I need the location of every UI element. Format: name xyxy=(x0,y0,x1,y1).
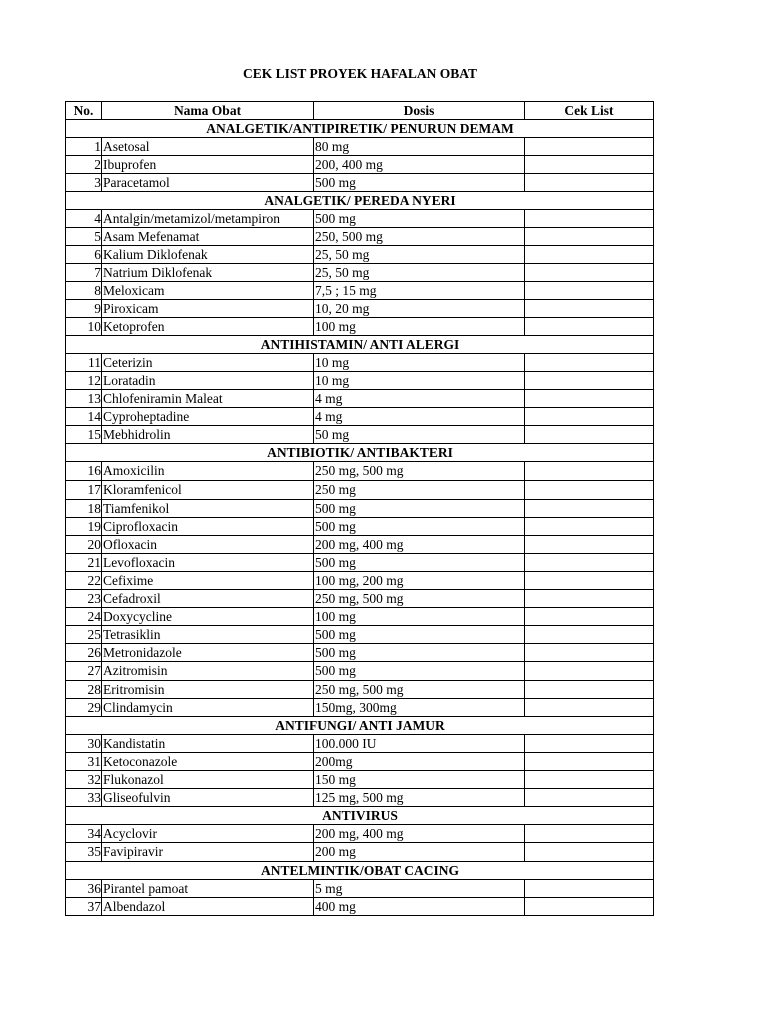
table-row xyxy=(66,174,654,192)
header-name: Nama Obat xyxy=(102,102,314,120)
medicine-name: Acyclovir xyxy=(102,825,314,843)
table-row xyxy=(66,825,654,843)
checklist-cell[interactable] xyxy=(525,264,654,282)
medicine-dose: 250 mg, 500 mg xyxy=(314,590,525,608)
medicine-name: Ibuprofen xyxy=(102,156,314,174)
medicine-dose: 250 mg, 500 mg xyxy=(314,681,525,699)
medicine-name: Eritromisin xyxy=(102,681,314,699)
checklist-cell[interactable] xyxy=(525,246,654,264)
section-title: ANALGETIK/ANTIPIRETIK/ PENURUN DEMAM xyxy=(66,120,654,138)
table-row xyxy=(66,554,654,572)
checklist-cell[interactable] xyxy=(525,536,654,554)
medicine-dose: 25, 50 mg xyxy=(314,264,525,282)
header-dose: Dosis xyxy=(314,102,525,120)
row-number: 24 xyxy=(66,608,102,626)
medicine-dose: 500 mg xyxy=(314,174,525,192)
medicine-name: Paracetamol xyxy=(102,174,314,192)
table-row xyxy=(66,246,654,264)
row-number: 12 xyxy=(66,372,102,390)
medicine-name: Albendazol xyxy=(102,898,314,916)
checklist-cell[interactable] xyxy=(525,590,654,608)
table-row xyxy=(66,681,654,699)
checklist-cell[interactable] xyxy=(525,426,654,444)
header-check: Cek List xyxy=(525,102,654,120)
row-number: 26 xyxy=(66,644,102,662)
medicine-name: Ketoconazole xyxy=(102,753,314,771)
section-title: ANTIHISTAMIN/ ANTI ALERGI xyxy=(66,336,654,354)
section-row xyxy=(66,807,654,825)
medicine-checklist-table xyxy=(65,101,654,916)
medicine-name: Antalgin/metamizol/metampiron xyxy=(102,210,314,228)
row-number: 20 xyxy=(66,536,102,554)
medicine-dose: 100.000 IU xyxy=(314,735,525,753)
row-number: 8 xyxy=(66,282,102,300)
table-body xyxy=(66,120,654,916)
medicine-name: Mebhidrolin xyxy=(102,426,314,444)
medicine-name: Levofloxacin xyxy=(102,554,314,572)
medicine-name: Favipiravir xyxy=(102,843,314,862)
medicine-dose: 4 mg xyxy=(314,390,525,408)
table-row xyxy=(66,228,654,246)
table-row xyxy=(66,608,654,626)
checklist-cell[interactable] xyxy=(525,843,654,862)
medicine-dose: 10 mg xyxy=(314,372,525,390)
medicine-name: Ofloxacin xyxy=(102,536,314,554)
table-row xyxy=(66,210,654,228)
checklist-cell[interactable] xyxy=(525,462,654,481)
table-row xyxy=(66,662,654,681)
medicine-name: Asetosal xyxy=(102,138,314,156)
row-number: 37 xyxy=(66,898,102,916)
medicine-name: Meloxicam xyxy=(102,282,314,300)
checklist-cell[interactable] xyxy=(525,771,654,789)
medicine-dose: 150 mg xyxy=(314,771,525,789)
row-number: 29 xyxy=(66,699,102,717)
checklist-cell[interactable] xyxy=(525,481,654,500)
checklist-cell[interactable] xyxy=(525,228,654,246)
table-row xyxy=(66,481,654,500)
table-row xyxy=(66,735,654,753)
section-title: ANTIFUNGI/ ANTI JAMUR xyxy=(66,717,654,735)
medicine-dose: 500 mg xyxy=(314,210,525,228)
checklist-cell[interactable] xyxy=(525,825,654,843)
checklist-cell[interactable] xyxy=(525,390,654,408)
checklist-cell[interactable] xyxy=(525,518,654,536)
table-row xyxy=(66,536,654,554)
checklist-cell[interactable] xyxy=(525,898,654,916)
checklist-cell[interactable] xyxy=(525,300,654,318)
table-row xyxy=(66,843,654,862)
checklist-cell[interactable] xyxy=(525,500,654,518)
medicine-dose: 200 mg, 400 mg xyxy=(314,825,525,843)
row-number: 25 xyxy=(66,626,102,644)
table-row xyxy=(66,699,654,717)
checklist-cell[interactable] xyxy=(525,644,654,662)
medicine-dose: 200mg xyxy=(314,753,525,771)
medicine-dose: 100 mg xyxy=(314,318,525,336)
section-row xyxy=(66,444,654,462)
row-number: 5 xyxy=(66,228,102,246)
medicine-name: Kalium Diklofenak xyxy=(102,246,314,264)
section-title: ANTELMINTIK/OBAT CACING xyxy=(66,862,654,880)
row-number: 36 xyxy=(66,880,102,898)
table-row xyxy=(66,264,654,282)
checklist-cell[interactable] xyxy=(525,608,654,626)
medicine-dose: 10, 20 mg xyxy=(314,300,525,318)
table-row xyxy=(66,789,654,807)
checklist-cell[interactable] xyxy=(525,753,654,771)
medicine-dose: 10 mg xyxy=(314,354,525,372)
row-number: 2 xyxy=(66,156,102,174)
table-row xyxy=(66,282,654,300)
medicine-name: Tetrasiklin xyxy=(102,626,314,644)
section-row xyxy=(66,120,654,138)
checklist-cell[interactable] xyxy=(525,554,654,572)
medicine-name: Clindamycin xyxy=(102,699,314,717)
table-row xyxy=(66,408,654,426)
medicine-dose: 80 mg xyxy=(314,138,525,156)
medicine-name: Piroxicam xyxy=(102,300,314,318)
checklist-cell[interactable] xyxy=(525,408,654,426)
medicine-dose: 200, 400 mg xyxy=(314,156,525,174)
medicine-name: Metronidazole xyxy=(102,644,314,662)
medicine-name: Chlofeniramin Maleat xyxy=(102,390,314,408)
row-number: 30 xyxy=(66,735,102,753)
checklist-cell[interactable] xyxy=(525,282,654,300)
medicine-dose: 125 mg, 500 mg xyxy=(314,789,525,807)
section-title: ANALGETIK/ PEREDA NYERI xyxy=(66,192,654,210)
medicine-dose: 500 mg xyxy=(314,554,525,572)
medicine-dose: 500 mg xyxy=(314,644,525,662)
medicine-dose: 25, 50 mg xyxy=(314,246,525,264)
checklist-cell[interactable] xyxy=(525,372,654,390)
table-row xyxy=(66,354,654,372)
medicine-dose: 400 mg xyxy=(314,898,525,916)
table-row xyxy=(66,426,654,444)
table-row xyxy=(66,626,654,644)
checklist-cell[interactable] xyxy=(525,572,654,590)
row-number: 11 xyxy=(66,354,102,372)
table-header-row xyxy=(66,102,654,120)
table-row xyxy=(66,300,654,318)
medicine-name: Gliseofulvin xyxy=(102,789,314,807)
medicine-name: Ketoprofen xyxy=(102,318,314,336)
medicine-dose: 500 mg xyxy=(314,662,525,681)
row-number: 16 xyxy=(66,462,102,481)
checklist-cell[interactable] xyxy=(525,138,654,156)
row-number: 27 xyxy=(66,662,102,681)
medicine-dose: 250 mg, 500 mg xyxy=(314,462,525,481)
checklist-cell[interactable] xyxy=(525,662,654,681)
checklist-cell[interactable] xyxy=(525,210,654,228)
row-number: 7 xyxy=(66,264,102,282)
table-row xyxy=(66,138,654,156)
medicine-name: Asam Mefenamat xyxy=(102,228,314,246)
row-number: 31 xyxy=(66,753,102,771)
medicine-name: Ciprofloxacin xyxy=(102,518,314,536)
medicine-dose: 5 mg xyxy=(314,880,525,898)
medicine-dose: 50 mg xyxy=(314,426,525,444)
table-row xyxy=(66,644,654,662)
medicine-dose: 250 mg xyxy=(314,481,525,500)
table-row xyxy=(66,462,654,481)
table-row xyxy=(66,390,654,408)
medicine-name: Azitromisin xyxy=(102,662,314,681)
medicine-name: Cefixime xyxy=(102,572,314,590)
medicine-dose: 150mg, 300mg xyxy=(314,699,525,717)
row-number: 23 xyxy=(66,590,102,608)
row-number: 32 xyxy=(66,771,102,789)
row-number: 28 xyxy=(66,681,102,699)
row-number: 4 xyxy=(66,210,102,228)
row-number: 3 xyxy=(66,174,102,192)
medicine-dose: 100 mg, 200 mg xyxy=(314,572,525,590)
row-number: 19 xyxy=(66,518,102,536)
row-number: 33 xyxy=(66,789,102,807)
checklist-cell[interactable] xyxy=(525,699,654,717)
row-number: 1 xyxy=(66,138,102,156)
table-row xyxy=(66,372,654,390)
checklist-cell[interactable] xyxy=(525,156,654,174)
medicine-name: Cyproheptadine xyxy=(102,408,314,426)
medicine-dose: 200 mg xyxy=(314,843,525,862)
medicine-dose: 7,5 ; 15 mg xyxy=(314,282,525,300)
medicine-name: Doxycycline xyxy=(102,608,314,626)
medicine-name: Loratadin xyxy=(102,372,314,390)
checklist-cell[interactable] xyxy=(525,880,654,898)
medicine-name: Natrium Diklofenak xyxy=(102,264,314,282)
section-title: ANTIVIRUS xyxy=(66,807,654,825)
table-row xyxy=(66,318,654,336)
table-row xyxy=(66,771,654,789)
checklist-cell[interactable] xyxy=(525,681,654,699)
medicine-dose: 500 mg xyxy=(314,500,525,518)
row-number: 17 xyxy=(66,481,102,500)
row-number: 14 xyxy=(66,408,102,426)
checklist-cell[interactable] xyxy=(525,626,654,644)
row-number: 9 xyxy=(66,300,102,318)
table-row xyxy=(66,500,654,518)
medicine-name: Tiamfenikol xyxy=(102,500,314,518)
medicine-dose: 500 mg xyxy=(314,626,525,644)
section-row xyxy=(66,862,654,880)
row-number: 13 xyxy=(66,390,102,408)
row-number: 34 xyxy=(66,825,102,843)
table-row xyxy=(66,898,654,916)
medicine-name: Ceterizin xyxy=(102,354,314,372)
medicine-name: Cefadroxil xyxy=(102,590,314,608)
document-title: CEK LIST PROYEK HAFALAN OBAT xyxy=(242,66,478,81)
section-row xyxy=(66,717,654,735)
row-number: 22 xyxy=(66,572,102,590)
medicine-name: Pirantel pamoat xyxy=(102,880,314,898)
medicine-name: Kandistatin xyxy=(102,735,314,753)
row-number: 18 xyxy=(66,500,102,518)
row-number: 15 xyxy=(66,426,102,444)
table-row xyxy=(66,880,654,898)
checklist-cell[interactable] xyxy=(525,789,654,807)
row-number: 10 xyxy=(66,318,102,336)
row-number: 6 xyxy=(66,246,102,264)
checklist-cell[interactable] xyxy=(525,735,654,753)
medicine-name: Kloramfenicol xyxy=(102,481,314,500)
checklist-cell[interactable] xyxy=(525,318,654,336)
medicine-name: Flukonazol xyxy=(102,771,314,789)
medicine-dose: 200 mg, 400 mg xyxy=(314,536,525,554)
section-row xyxy=(66,192,654,210)
section-row xyxy=(66,336,654,354)
section-title: ANTIBIOTIK/ ANTIBAKTERI xyxy=(66,444,654,462)
table-row xyxy=(66,753,654,771)
medicine-dose: 100 mg xyxy=(314,608,525,626)
table-row xyxy=(66,156,654,174)
table-row xyxy=(66,572,654,590)
checklist-cell[interactable] xyxy=(525,174,654,192)
header-no: No. xyxy=(66,102,102,120)
row-number: 35 xyxy=(66,843,102,862)
medicine-dose: 250, 500 mg xyxy=(314,228,525,246)
checklist-cell[interactable] xyxy=(525,354,654,372)
medicine-dose: 4 mg xyxy=(314,408,525,426)
row-number: 21 xyxy=(66,554,102,572)
table-row xyxy=(66,590,654,608)
table-row xyxy=(66,518,654,536)
medicine-name: Amoxicilin xyxy=(102,462,314,481)
medicine-dose: 500 mg xyxy=(314,518,525,536)
